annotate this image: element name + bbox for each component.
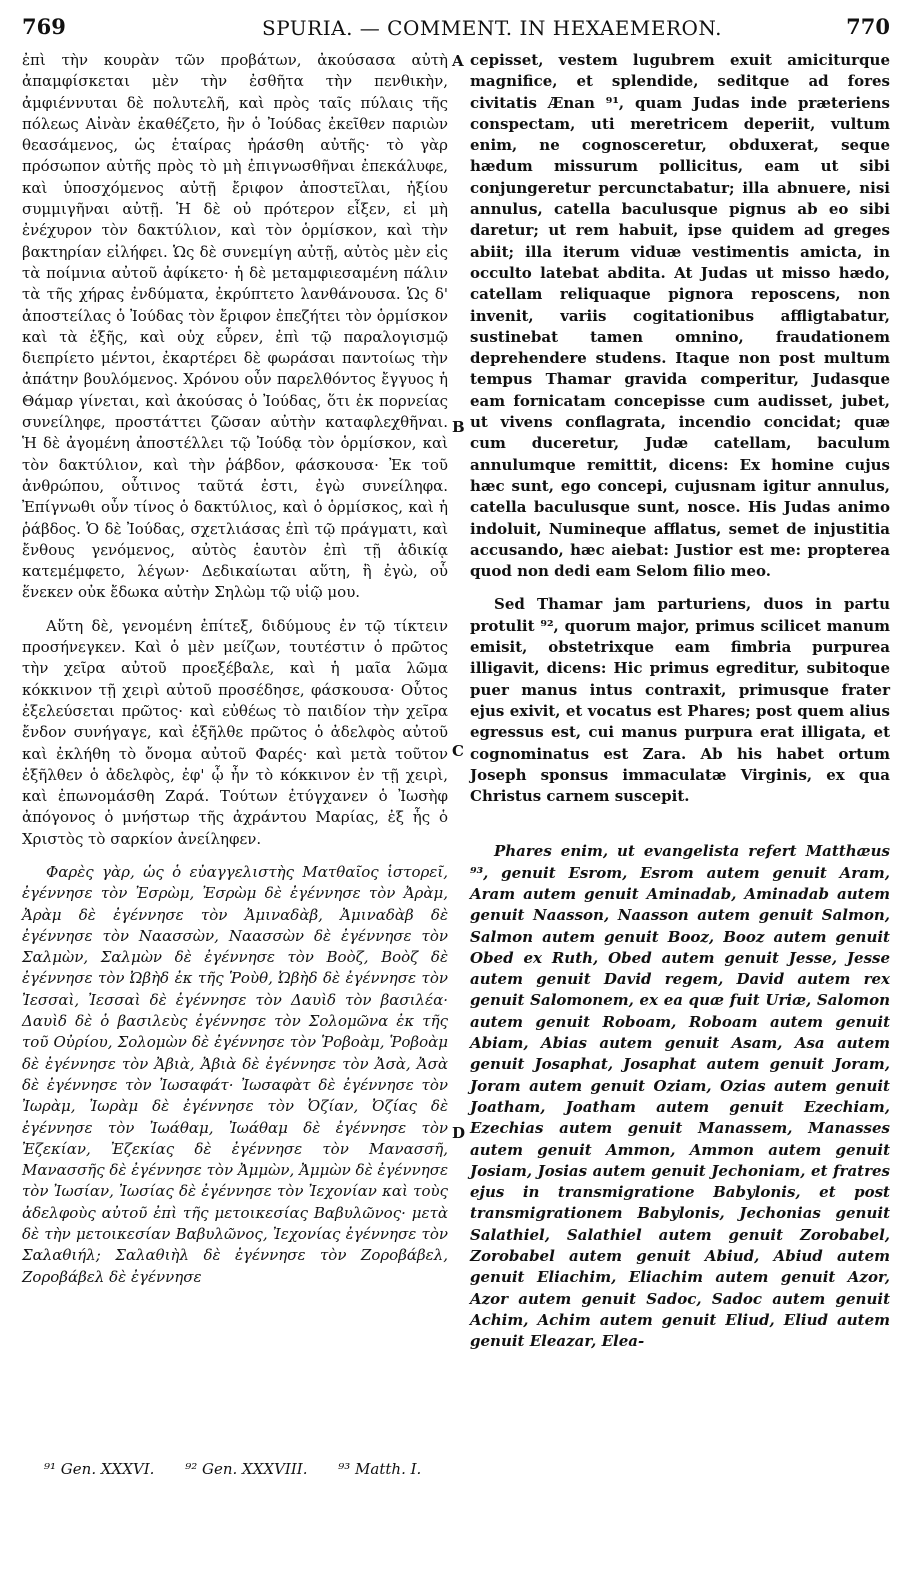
page-header: [22, 14, 890, 42]
greek-paragraph-1: ἐπὶ τὴν κουρὰν τῶν προβάτων, ἀκούσασα αὐτὴ ἀπαμφίσκεται μὲν τὴν ἐσθῆτα τὴν πενθικὴν, ἀμφιέννυται δὲ πολυτελῆ, καὶ πρὸς ταῖς πύλαις τῆς πόλεως Αἰνὰν ἐκαθέζετο, ἣν ὁ Ἰούδας ἐκεῖθεν παριὼν θεασάμενος, ὡς ἑταίρας ἠράσθη αὐτῆς· τὸ γὰρ πρόσωπον αὐτῆς πρὸς τὸ μὴ ἐπιγνωσθῆναι ἐπεκάλυφε, καὶ ὑποσχόμενος αὐτῇ ἔριφον ἀποστεῖλαι, ἠξίου συμμιγῆναι αὐτῇ. Ἡ δὲ οὐ πρότερον εἶξεν, εἰ μὴ ἐνέχυρον τὸν δακτύλιον, καὶ τὸν ὁρμίσκον, καὶ τὴν βακτηρίαν εἰλήφει. Ὡς δὲ συνεμίγη αὐτῇ, αὐτὸς μὲν εἰς τὰ ποίμνια αὐτοῦ ἀφίκετο· ἡ δὲ μεταμφιεσαμένη πάλιν τὰ τῆς χήρας ἐνδύματα, ἐκρύπτετο λανθάνουσα. Ὡς δ' ἀποστείλας ὁ Ἰούδας τὸν ἔριφον ἐπεζήτει τὸν ὁρμίσκον καὶ τὰ ἑξῆς, καὶ οὐχ εὗρεν, ἐπὶ τῷ παραλογισμῷ διεπρίετο μέντοι, ἐκαρτέρει δὲ φωράσαι παντοίως τὴν ἀπάτην βουλόμενος. Χρόνου οὖν παρελθόντος ἔγγυος ἡ Θάμαρ γίνεται, καὶ ἀκούσας ὁ Ἰούδας, ὅτι ἐκ πορνείας συνείληφε, προστάττει ζῶσαν αὐτὴν καταφλεχθῆναι. Ἡ δὲ ἀγομένη ἀποστέλλει τῷ Ἰούδᾳ τὸν ὁρμίσκον, καὶ τὸν δακτύλιον, καὶ τὴν ῥάβδον, φάσκουσα· Ἐκ τοῦ ἀνθρώπου, οὗτινος ταῦτά ἐστι, ἐγὼ συνείληφα. Ἐπίγνωθι οὖν τίνος ὁ δακτύλιος, καὶ ὁ ὁρμίσκος, καὶ ἡ ῥάβδος. Ὁ δὲ Ἰούδας, σχετλιάσας ἐπὶ τῷ πράγματι, καὶ ἔνθους γενόμενος, αὐτὸς ἑαυτὸν ἐπὶ τῇ ἀδικίᾳ κατεμέμφετο, λέγων· Δεδικαίωται αὕτη, ἢ ἐγὼ, οὗ ἕνεκεν οὐκ ἔδωκα αὐτὴν Σηλὼμ τῷ υἱῷ μου.: [22, 51, 448, 602]
page-number-left: 769: [22, 14, 66, 39]
greek-paragraph-2: Αὕτη δὲ, γενομένη ἐπίτεξ, διδύμους ἐν τῷ τίκτειν προσήνεγκεν. Καὶ ὁ μὲν μείζων, τουτέστιν ὁ πρῶτος τὴν χεῖρα αὐτοῦ προεξέβαλε, καὶ ἡ μαῖα λῶμα κόκκινον τῇ χειρὶ αὐτοῦ προσέδησε, φάσκουσα· Οὗτος ἐξελεύσεται πρῶτος· καὶ εὐθέως τὸ παιδίον τὴν χεῖρα ἔνδον συνήγαγε, καὶ ἐξῆλθε πρῶτος ὁ ἀδελφὸς αὐτοῦ καὶ ἐκλήθη τὸ ὄνομα αὐτοῦ Φαρές· καὶ μετὰ τοῦτον ἐξῆλθεν ὁ ἀδελφὸς, ἐφ' ᾧ ἦν τὸ κόκκινον ἐν τῇ χειρὶ, καὶ ἐπωνομάσθη Ζαρά. Τούτων ἐτύγχανεν ὁ Ἰωσὴφ ἀπόγονος ὁ μνήστωρ τῆς ἀχράντου Μαρίας, ἐξ ἧς ὁ Χριστὸς τὸ σαρκίον ἀνείληφεν.: [22, 616, 448, 848]
footnote-91: ⁹¹ Gen. XXXVI.: [44, 1460, 155, 1478]
section-marker-a: A: [452, 52, 464, 70]
section-marker-c: C: [452, 742, 464, 760]
section-marker-b: B: [452, 418, 465, 436]
latin-paragraph-3: Phares enim, ut evangelista refert Matthæus ⁹³, genuit Esrom, Esrom autem genuit Aram, Aram autem genuit Aminadab, Aminadab autem genuit Naasson, Naasson autem genuit Salmon, Salmon autem genuit Booz, Booz autem genuit Obed ex Ruth, Obed autem genuit Jesse, Jesse autem genuit David regem, David autem rex genuit Salomonem, ex ea quæ fuit Uriæ, Salomon autem genuit Roboam, Roboam autem genuit Abiam, Abias autem genuit Asam, Asa autem genuit Josaphat, Josaphat autem genuit Joram, Joram autem genuit Oziam, Ozias autem genuit Joatham, Joatham autem genuit Ezechiam, Ezechias autem genuit Manassem, Manasses autem genuit Ammon, Ammon autem genuit Josiam, Josias autem genuit Jechoniam, et fratres ejus in transmigratione Babylonis, et post transmigrationem Babylonis, Jechonias genuit Salathiel, Salathiel autem genuit Zorobabel, Zorobabel autem genuit Abiud, Abiud autem genuit Eliachim, Eliachim autem genuit Azor, Azor autem genuit Sadoc, Sadoc autem genuit Achim, Achim autem genuit Eliud, Eliud autem genuit Eleazar, Elea-: [470, 842, 890, 1351]
footnote-92: ⁹² Gen. XXXVIII.: [185, 1460, 308, 1478]
latin-paragraph-2: Sed Thamar jam parturiens, duos in partu protulit ⁹², quorum major, primus scilicet manum emisit, obstetrixque eam fimbria purpurea illigavit, dicens: Hic primus egreditur, subitoque puer manus intus contraxit, primusque frater ejus exivit, et vocatus est Phares; post quem alius egressus est, cui manus purpura erat illigata, et cognominatus est Zara. Ab his habet ortum Joseph sponsus immaculatæ Virginis, ex qua Christus carnem suscepit.: [470, 595, 890, 806]
running-title: SPURIA. — COMMENT. IN HEXAEMERON.: [262, 16, 722, 40]
latin-paragraph-1: cepisset, vestem lugubrem exuit amiciturque magnifice, et splendide, seditque ad fores civitatis Ænan ⁹¹, quam Judas inde præteriens conspectam, uti meretricem deperiit, vultum enim, ne cognosceretur, obduxerat, seque hædum missurum pollicitus, eam ut sibi conjungeretur percunctabatur; illa abnuere, nisi annulus, catella baculusque pignus ab eo sibi daretur; ut rem habuit, ipse quidem ad greges abiit; illa iterum viduæ vestimentis amicta, in occulto latebat abdita. At Judas ut misso hædo, catellam reliquaque pignora reposcens, non invenit, variis cogitationibus affligtabatur, sustinebat tamen omnino, fraudationem deprehendere studens. Itaque non post multum tempus Thamar gravida comperitur, Judasque eam fornicatam concepisse cum audisset, jubet, ut vivens conflagrata, incendio concidat; quæ cum duceretur, Judæ catellam, baculum annulumque remittit, dicens: Ex homine cujus hæc sunt, ego concepi, cujusnam igitur annulus, catella baculusque sunt, nosce. His Judas animo indoluit, Numineque afflatus, semet de injustitia accusando, hæc aiebat: Justior est me: propterea quod non dedi eam Selom filio meo.: [470, 51, 890, 581]
footnote-93: ⁹³ Matth. I.: [338, 1460, 422, 1478]
page-number-right: 770: [846, 14, 890, 39]
greek-paragraph-3: Φαρὲς γὰρ, ὡς ὁ εὐαγγελιστὴς Ματθαῖος ἱστορεῖ, ἐγέννησε τὸν Ἐσρὼμ, Ἐσρὼμ δὲ ἐγέννησε τὸν Ἀρὰμ, Ἀρὰμ δὲ ἐγέννησε τὸν Ἀμιναδὰβ, Ἀμιναδὰβ δὲ ἐγέννησε τὸν Ναασσὼν, Ναασσὼν δὲ ἐγέννησε τὸν Σαλμὼν, Σαλμὼν δὲ ἐγέννησε τὸν Βοὸζ, Βοὸζ δὲ ἐγέννησε τὸν Ὠβὴδ ἐκ τῆς Ῥοὺθ, Ὠβὴδ δὲ ἐγέννησε τὸν Ἰεσσαὶ, Ἰεσσαὶ δὲ ἐγέννησε τὸν Δαυὶδ τὸν βασιλέα· Δαυὶδ δὲ ὁ βασιλεὺς ἐγέννησε τὸν Σολομῶνα ἐκ τῆς τοῦ Οὐρίου, Σολομὼν δὲ ἐγέννησε τὸν Ῥοβοὰμ, Ῥοβοὰμ δὲ ἐγέννησε τὸν Ἀβιὰ, Ἀβιὰ δὲ ἐγέννησε τὸν Ἀσὰ, Ἀσὰ δὲ ἐγέννησε τὸν Ἰωσαφάτ· Ἰωσαφὰτ δὲ ἐγέννησε τὸν Ἰωρὰμ, Ἰωρὰμ δὲ ἐγέννησε τὸν Ὀζίαν, Ὀζίας δὲ ἐγέννησε τὸν Ἰωάθαμ, Ἰωάθαμ δὲ ἐγέννησε τὸν Ἐζεκίαν, Ἐζεκίας δὲ ἐγέννησε τὸν Μανασσῆ, Μανασσῆς δὲ ἐγέννησε τὸν Ἀμμὼν, Ἀμμὼν δὲ ἐγέννησε τὸν Ἰωσίαν, Ἰωσίας δὲ ἐγέννησε τὸν Ἰεχονίαν καὶ τοὺς ἀδελφοὺς αὐτοῦ ἐπὶ τῆς μετοικεσίας Βαβυλῶνος· μετὰ δὲ τὴν μετοικεσίαν Βαβυλῶνος, Ἰεχονίας ἐγέννησε τὸν Σαλαθιήλ; Σαλαθιὴλ δὲ ἐγέννησε τὸν Ζοροβάβελ, Ζοροβάβελ δὲ ἐγέννησε: [22, 862, 448, 1286]
latin-column: [470, 50, 890, 1353]
footnotes: [44, 1460, 447, 1478]
section-marker-d: D: [452, 1124, 466, 1142]
greek-column: [22, 50, 448, 1288]
